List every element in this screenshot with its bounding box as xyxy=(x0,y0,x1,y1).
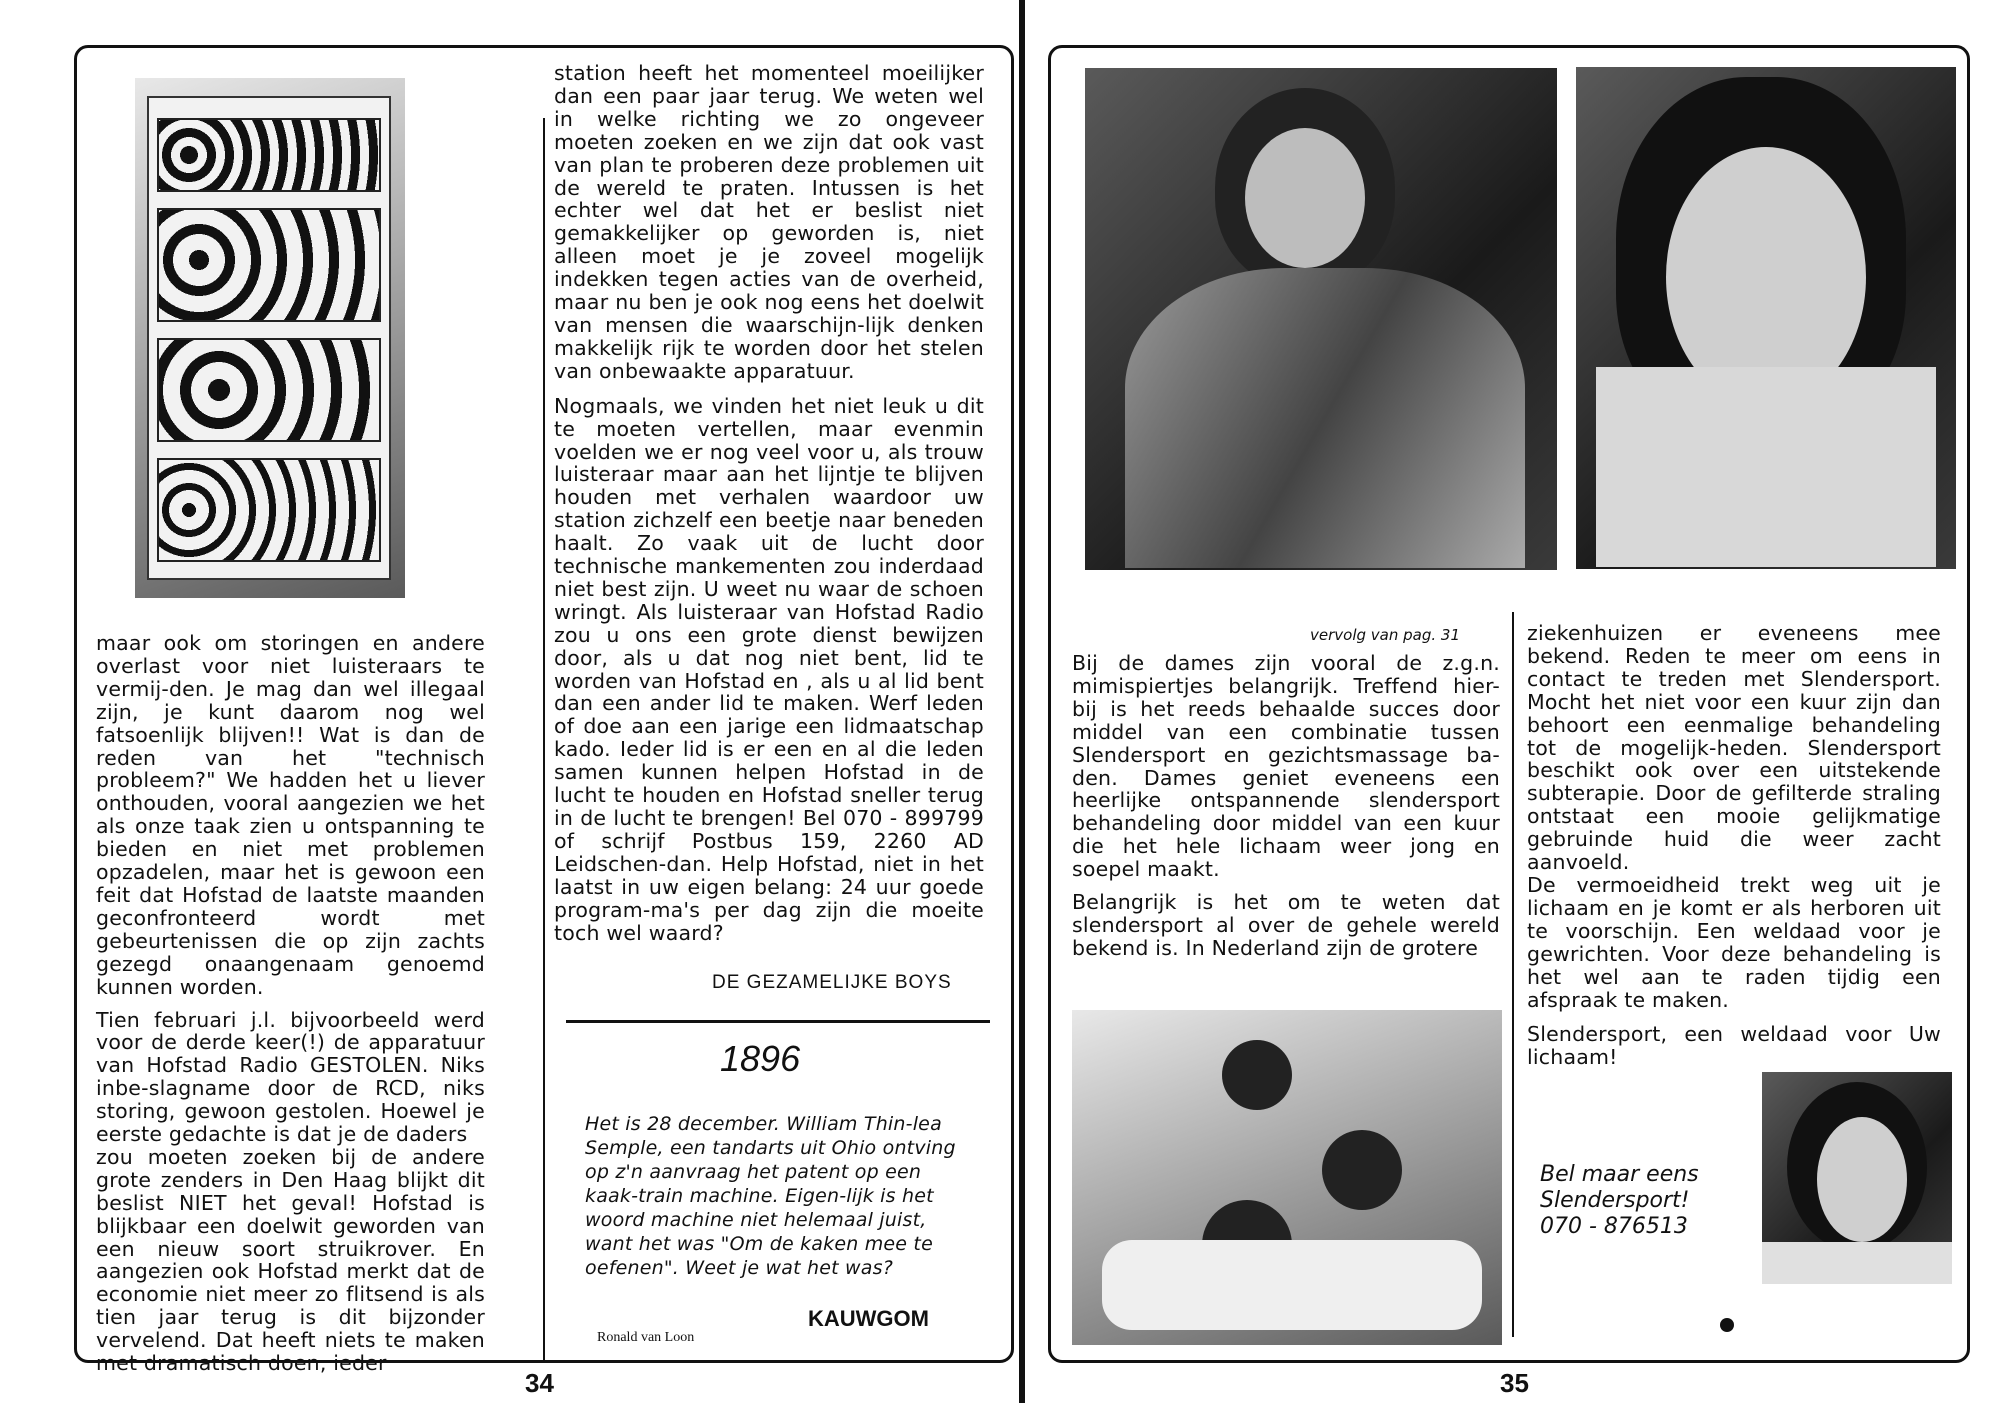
article-paragraph: Nogmaals, we vinden het niet leuk u dit te moeten vertellen, maar evenmin voelden we er nog veel voor u, als trouw luisteraar maar aan het lijntje te blijven houden met verhalen waardoor uw station zichzelf een beetje naar beneden haalt. Zo vaak uit de lucht door technische mankementen zou inderdaad niet best zijn. U weet nu waar de schoen wringt. Als luisteraar van Hofstad Radio zou u ons een grote dienst bewijzen door, als u dat nog niet bent, lid te worden van Hofstad en , als u al lid bent dan een ander lid te maken. Werf leden of doe aan een jarige een lidmaatschap kado. Ieder lid is er een en al die leden samen kunnen helpen Hofstad in de lucht te houden en Hofstad sneller terug in de lucht te brengen! Bel 070 - 899799 of schrijf Postbus 159, 2260 AD Leidschen-dan. Help Hofstad, niet in het laatst in uw eigen belang: 24 uur goede program-ma's per dag zijn die moeite toch wel waard? xyxy=(554,393,984,945)
woman-in-robe-photo xyxy=(1085,68,1557,570)
article-paragraph: ziekenhuizen er eveneens mee bekend. Reden te meer om eens in contact te treden met Slendersport. Mocht het niet voor een kuur zijn dan behoort een eenmalige behandeling tot de mogelijk-heden. Slendersport beschikt ook over een uitstekende subterapie. Door de gefilterde straling ontstaat een mooie gelijkmatige gebruinde huid die weer zacht aanvoeld. De vermoeidheid trekt weg uit je lichaam en je komt er als herboren uit te voorschijn. Een weldaad voor je gewrichten. Voor deze behandeling is het wel aan te raden tijdig een afspraak te maken. xyxy=(1527,621,1941,1012)
ad-phone: 070 - 876513 xyxy=(1540,1214,1688,1239)
radio-equipment-photo xyxy=(135,78,405,598)
right-column-divider xyxy=(1512,612,1514,1337)
section-rule xyxy=(566,1020,990,1023)
page-number-left: 34 xyxy=(525,1368,554,1398)
ad-line: Slendersport! xyxy=(1540,1188,1690,1213)
article-paragraph: Slendersport, een weldaad voor Uw lichaam! xyxy=(1527,1022,1941,1070)
trivia-answer: KAUWGOM xyxy=(808,1306,929,1331)
ad-text xyxy=(1540,1162,1699,1240)
trivia-author: Ronald van Loon xyxy=(597,1330,695,1345)
woman-with-phone-photo xyxy=(1762,1072,1952,1284)
article-paragraph: maar ook om storingen en andere overlast voor niet luisteraars te vermij-den. Je mag dan wel illegaal zijn, je kunt daarom nog wel fatsoenlijk blijven!! Wat is dan de reden van het "technisch probleem?" We hadden het u liever onthouden, vooral aangezien we het als onze taak zien u ontspanning te bieden en niet met problemen opzadelen, maar het is gewoon een feit dat Hofstad de laatste maanden geconfronteerd wordt met gebeurtenissen die op zijn zachts gezegd onaangenaam genoemd kunnen worden. xyxy=(96,631,485,999)
box-title: 1896 xyxy=(720,1038,801,1079)
page-number-right: 35 xyxy=(1500,1368,1529,1398)
woman-with-device-photo xyxy=(1576,67,1956,569)
right-column-2 xyxy=(1527,622,1941,1077)
article-paragraph: station heeft het momenteel moeilijker dan een paar jaar terug. We weten wel in welke richting we zo ongeveer moeten zoeken en we zijn dat ook vast van plan te proberen deze problemen uit de wereld te praten. Intussen is het echter wel dat het er beslist niet gemakkelijker op geworden is, niet alleen moet je je zoveel mogelijk indekken tegen acties van de overheid, maar nu ben je ook nog eens het doelwit van mensen die waarschijn-lijk denken makkelijk rijk te worden door het stelen van onbewaakte apparatuur. xyxy=(554,61,984,383)
right-column-1 xyxy=(1072,652,1500,968)
ad-line: Bel maar eens xyxy=(1540,1162,1699,1187)
page-gutter xyxy=(1019,0,1025,1403)
slendersport-pads-photo xyxy=(1072,1010,1502,1345)
bullet-dot xyxy=(1720,1318,1734,1332)
trivia-text: Het is 28 december. William Thin-lea Semple, een tandarts uit Ohio ontving op z'n aanvraag het patent op een kaak-train machine. Eigen-lijk is het woord machine niet helemaal juist, want het was "Om de kaken mee te oefenen". Weet je wat het was? xyxy=(585,1113,956,1279)
article-signature: DE GEZAMELIJKE BOYS xyxy=(712,972,952,993)
left-column-2 xyxy=(554,62,984,952)
article-paragraph: Belangrijk is het om te weten dat slendersport al over de gehele wereld bekend is. In Nederland zijn de grotere xyxy=(1072,890,1500,960)
left-column-1 xyxy=(96,632,485,1383)
article-paragraph: Bij de dames zijn vooral de z.g.n. mimispiertjes belangrijk. Treffend hier-bij is het reeds behaalde succes door middel van een combinatie tussen Slendersport en gezichtsmassage ba-den. Dames geniet eveneens een heerlijke ontspannende slendersport behandeling door middel van een kuur die het hele lichaam weer jong en soepel maakt. xyxy=(1072,651,1500,882)
article-paragraph: Tien februari j.l. bijvoorbeeld werd voor de derde keer(!) de apparatuur van Hofstad Radio GESTOLEN. Niks inbe-slagname door de RCD, niks storing, gewoon gestolen. Hoewel je eerste gedachte is dat je de daders zou moeten zoeken bij de andere grote zenders in Den Haag blijkt dit beslist NIET het geval! Hofstad is blijkbaar een doelwit geworden van een nieuw soort struikrover. En aangezien ook Hofstad merkt dat de economie niet meer zo flitsend is als tien jaar terug is dit bijzonder vervelend. Dat heeft niets te maken met dramatisch doen, ieder xyxy=(96,1007,485,1376)
continued-note: vervolg van pag. 31 xyxy=(1310,626,1460,644)
left-column-divider xyxy=(543,118,545,1363)
